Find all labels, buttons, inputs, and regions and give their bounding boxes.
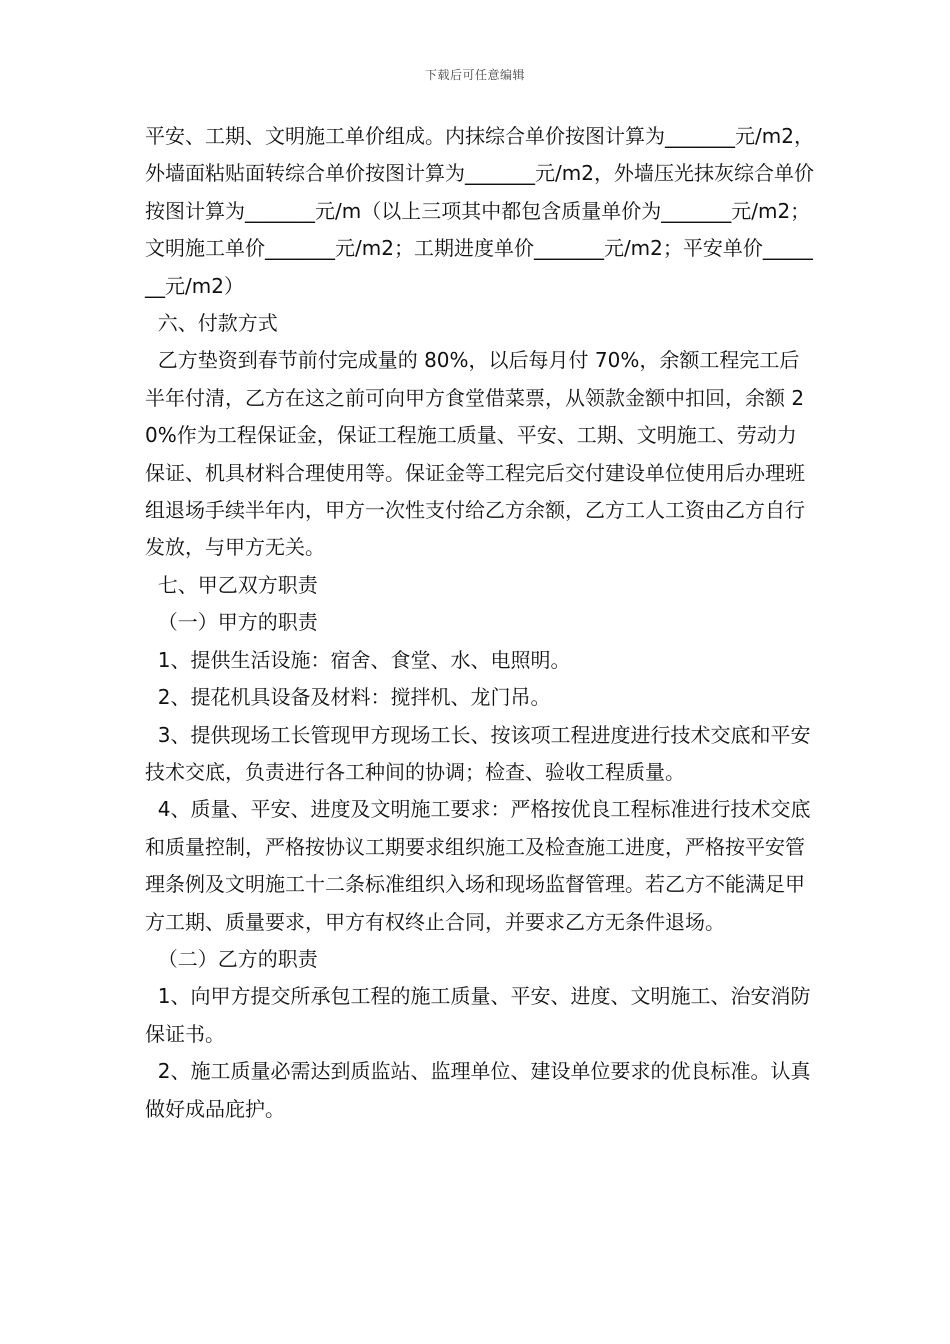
party-b-duty-1: 1、向甲方提交所承包工程的施工质量、平安、进度、文明施工、治安消防保证书。 [145,984,811,1046]
party-a-duty-3: 3、提供现场工长管现甲方现场工长、按该项工程进度进行技术交底和平安技术交底，负责进行各工种间的协调；检查、验收工程质量。 [145,722,811,784]
party-a-duty-2: 2、提花机具设备及材料：搅拌机、龙门吊。 [145,685,551,710]
heading-party-b-duties: （二）乙方的职责 [145,946,318,971]
party-a-duty-4: 4、质量、平安、进度及文明施工要求：严格按优良工程标准进行技术交底和质量控制，严格按协议工期要求组织施工及检查施工进度，严格按平安管理条例及文明施工十二条标准组织入场和现场监督管理。若乙方不能满足甲方工期、质量要求，甲方有权终止合同，并要求乙方无条件退场。 [145,797,811,934]
paragraph-unit-prices: 平安、工期、文明施工单价组成。内抹综合单价按图计算为_______元/m2，外墙面粘贴面转综合单价按图计算为_______元/m2，外墙压光抹灰综合单价按图计算为_______元/m（以上三项其中都包含质量单价为_______元/m2；文明施工单价_______元/m2；工期进度单价_______元/m2；平安单价_______元/m2） [145,124,814,298]
heading-responsibilities: 七、甲乙双方职责 [145,572,318,597]
page-header: 下载后可任意编辑 [424,68,525,82]
heading-payment-method: 六、付款方式 [145,311,278,336]
party-a-duty-1: 1、提供生活设施：宿舍、食堂、水、电照明。 [145,647,571,672]
party-b-duty-2: 2、施工质量必需达到质监站、监理单位、建设单位要求的优良标准。认真做好成品庇护。 [145,1059,811,1121]
document-body [145,118,815,1128]
paragraph-payment-terms: 乙方垫资到春节前付完成量的 80%，以后每月付 70%，余额工程完工后半年付清，乙方在这之前可向甲方食堂借菜票，从领款金额中扣回，余额 20%作为工程保证金，保证工程施工质量、平安、工期、文明施工、劳动力保证、机具材料合理使用等。保证金等工程完后交付建设单位使用后办理班组退场手续半年内，甲方一次性支付给乙方余额，乙方工人工资由乙方自行发放，与甲方无关。 [145,348,805,560]
heading-party-a-duties: （一）甲方的职责 [145,610,318,635]
